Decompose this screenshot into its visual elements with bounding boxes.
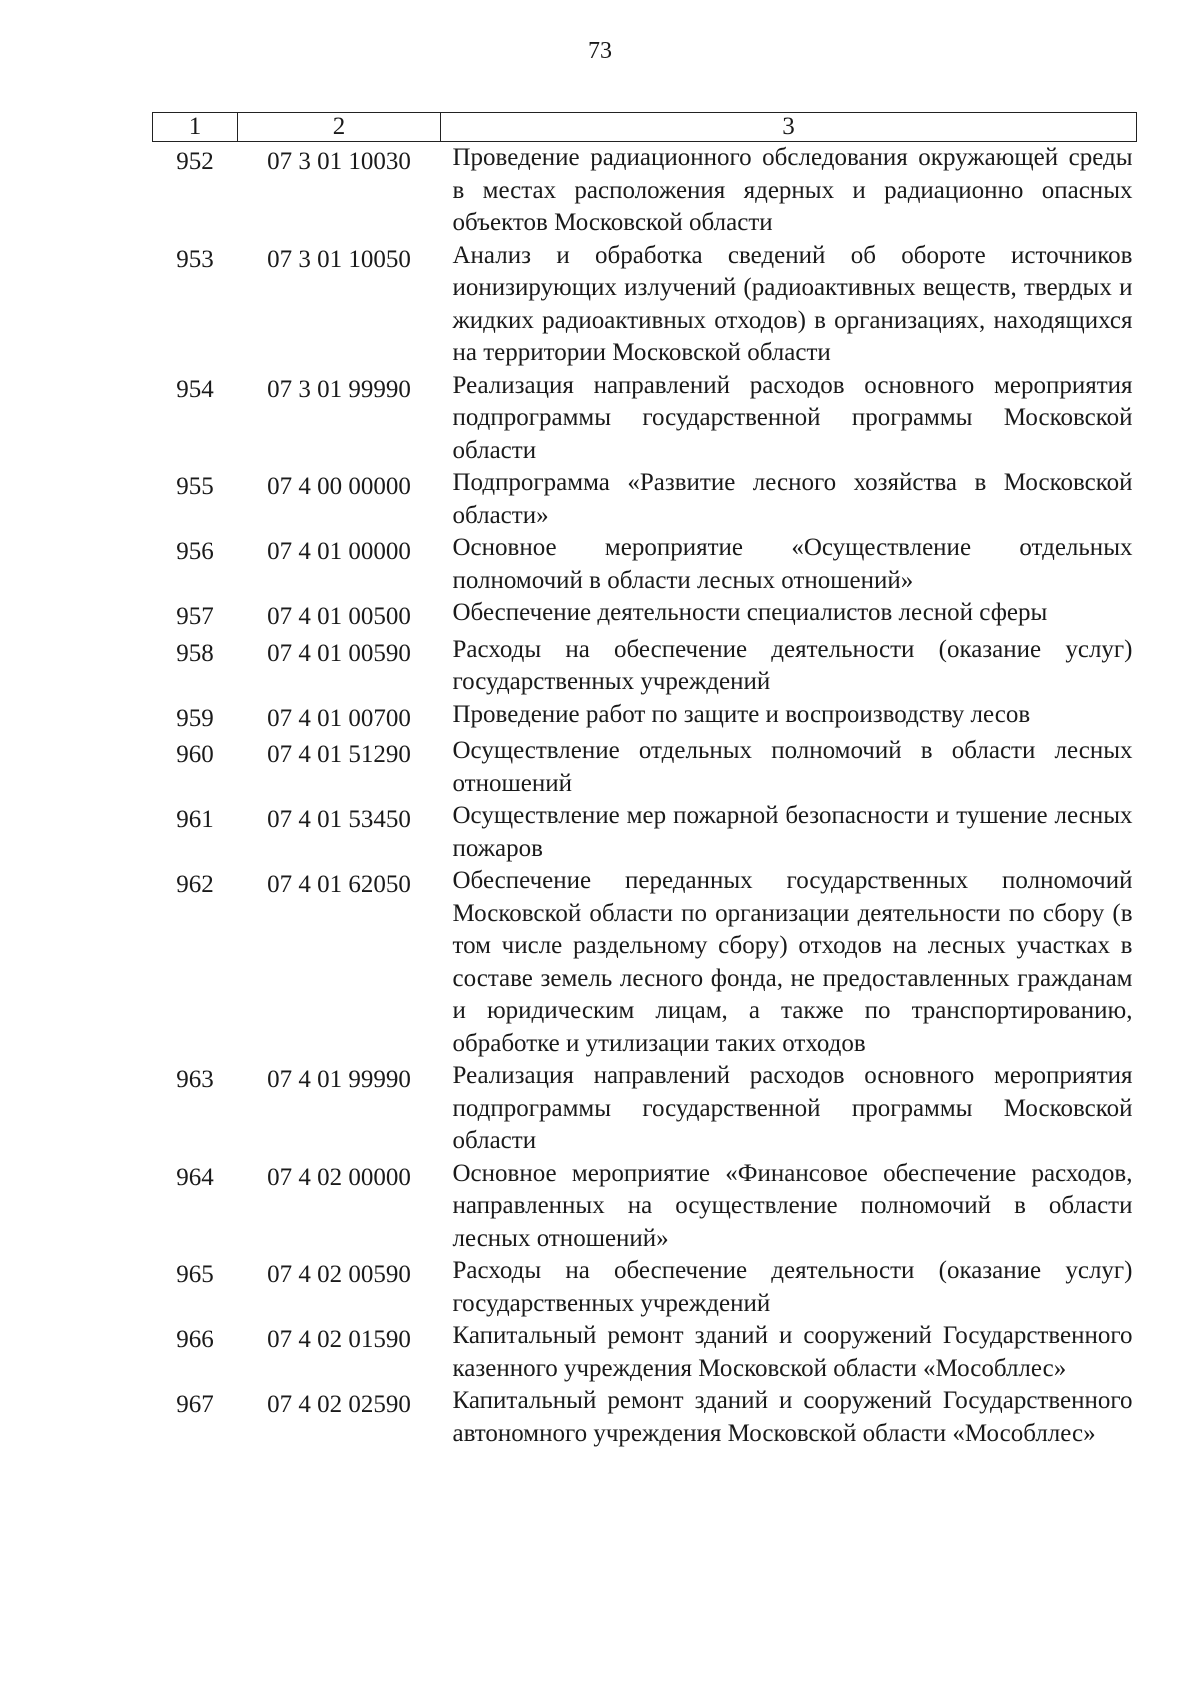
row-code: 07 4 02 00000 [267,1163,411,1191]
table-row [153,467,1137,532]
row-number: 953 [176,245,214,273]
table-header-row [153,113,1137,142]
row-number: 965 [176,1261,214,1288]
table-row [153,532,1137,597]
row-description: Анализ и обработка сведений об обороте источников ионизирующих излучений (радиоактивных веществ, твердых и жидких радиоактивных отходов) в организациях, находящихся на территории Московской области [452,241,1133,366]
row-code: 07 4 01 00700 [267,704,411,732]
row-number: 954 [176,375,214,403]
row-code: 07 4 01 99990 [267,1066,411,1093]
row-code: 07 4 01 51290 [267,741,411,768]
table-row [153,240,1137,370]
row-code: 07 4 02 01590 [267,1326,411,1353]
table-row [153,597,1137,634]
row-number: 956 [176,538,214,565]
page-number: 73 [588,38,612,64]
row-code: 07 3 01 10050 [267,245,411,273]
table-row [153,142,1137,240]
column-header-1: 1 [153,113,238,142]
row-code: 07 4 01 00590 [267,639,411,667]
row-code: 07 3 01 10030 [267,148,411,175]
table-row [153,1320,1137,1385]
table-row [153,1060,1137,1158]
row-number: 958 [176,639,214,667]
row-description: Осуществление отдельных полномочий в области лесных отношений [452,737,1133,797]
row-number: 959 [176,704,214,732]
row-description: Проведение радиационного обследования окружающей среды в местах расположения ядерных и радиационно опасных объектов Московской области [452,144,1133,236]
row-code: 07 4 01 00000 [267,538,411,565]
row-description: Основное мероприятие «Осуществление отдельных полномочий в области лесных отношений» [452,534,1133,594]
row-description: Расходы на обеспечение деятельности (оказание услуг) государственных учреждений [452,635,1133,695]
row-code: 07 4 01 00500 [267,603,411,630]
row-number: 961 [176,806,214,833]
row-number: 962 [176,871,214,898]
row-code: 07 4 01 62050 [267,871,411,898]
table-body [153,142,1137,1451]
row-code: 07 4 01 53450 [267,806,411,833]
row-description: Капитальный ремонт зданий и сооружений Государственного автономного учреждения Московской области «Мособллес» [452,1387,1133,1447]
column-header-3: 3 [441,113,1137,142]
row-number: 964 [176,1163,214,1191]
table-row [153,370,1137,468]
row-number: 966 [176,1326,214,1353]
table-row [153,699,1137,736]
table-row [153,735,1137,800]
row-description: Обеспечение деятельности специалистов лесной сферы [452,599,1048,626]
row-description: Осуществление мер пожарной безопасности и тушение лесных пожаров [452,802,1133,862]
row-description: Расходы на обеспечение деятельности (оказание услуг) государственных учреждений [452,1257,1133,1317]
row-code: 07 4 02 00590 [267,1261,411,1288]
row-number: 960 [176,741,214,768]
table-row [153,1255,1137,1320]
row-description: Проведение работ по защите и воспроизводству лесов [452,700,1031,728]
row-code: 07 4 02 02590 [267,1391,411,1418]
row-number: 952 [176,148,214,175]
row-description: Обеспечение переданных государственных полномочий Московской области по организации деятельности по сбору (в том числе раздельному сбору) отходов на лесных участках в составе земель лесного фонда, не предоставленных гражданам и юридическим лицам, а также по транспортированию, обработке и утилизации таких отходов [452,867,1133,1057]
code-table [152,112,1137,1450]
table-row [153,865,1137,1060]
row-number: 967 [176,1391,214,1418]
row-number: 963 [176,1066,214,1093]
table-row [153,634,1137,699]
row-description: Капитальный ремонт зданий и сооружений Государственного казенного учреждения Московской области «Мособллес» [452,1322,1133,1382]
table-row [153,1158,1137,1256]
table-row [153,800,1137,865]
row-code: 07 4 00 00000 [267,473,411,500]
row-description: Реализация направлений расходов основного мероприятия подпрограммы государственной программы Московской области [452,1062,1133,1154]
row-description: Основное мероприятие «Финансовое обеспечение расходов, направленных на осуществление полномочий в области лесных отношений» [452,1159,1133,1252]
row-number: 955 [176,473,214,500]
column-header-2: 2 [238,113,441,142]
row-description: Подпрограмма «Развитие лесного хозяйства в Московской области» [452,469,1133,529]
row-code: 07 3 01 99990 [267,375,411,403]
row-description: Реализация направлений расходов основного мероприятия подпрограммы государственной программы Московской области [452,371,1133,464]
row-number: 957 [176,603,214,630]
table-row [153,1385,1137,1450]
